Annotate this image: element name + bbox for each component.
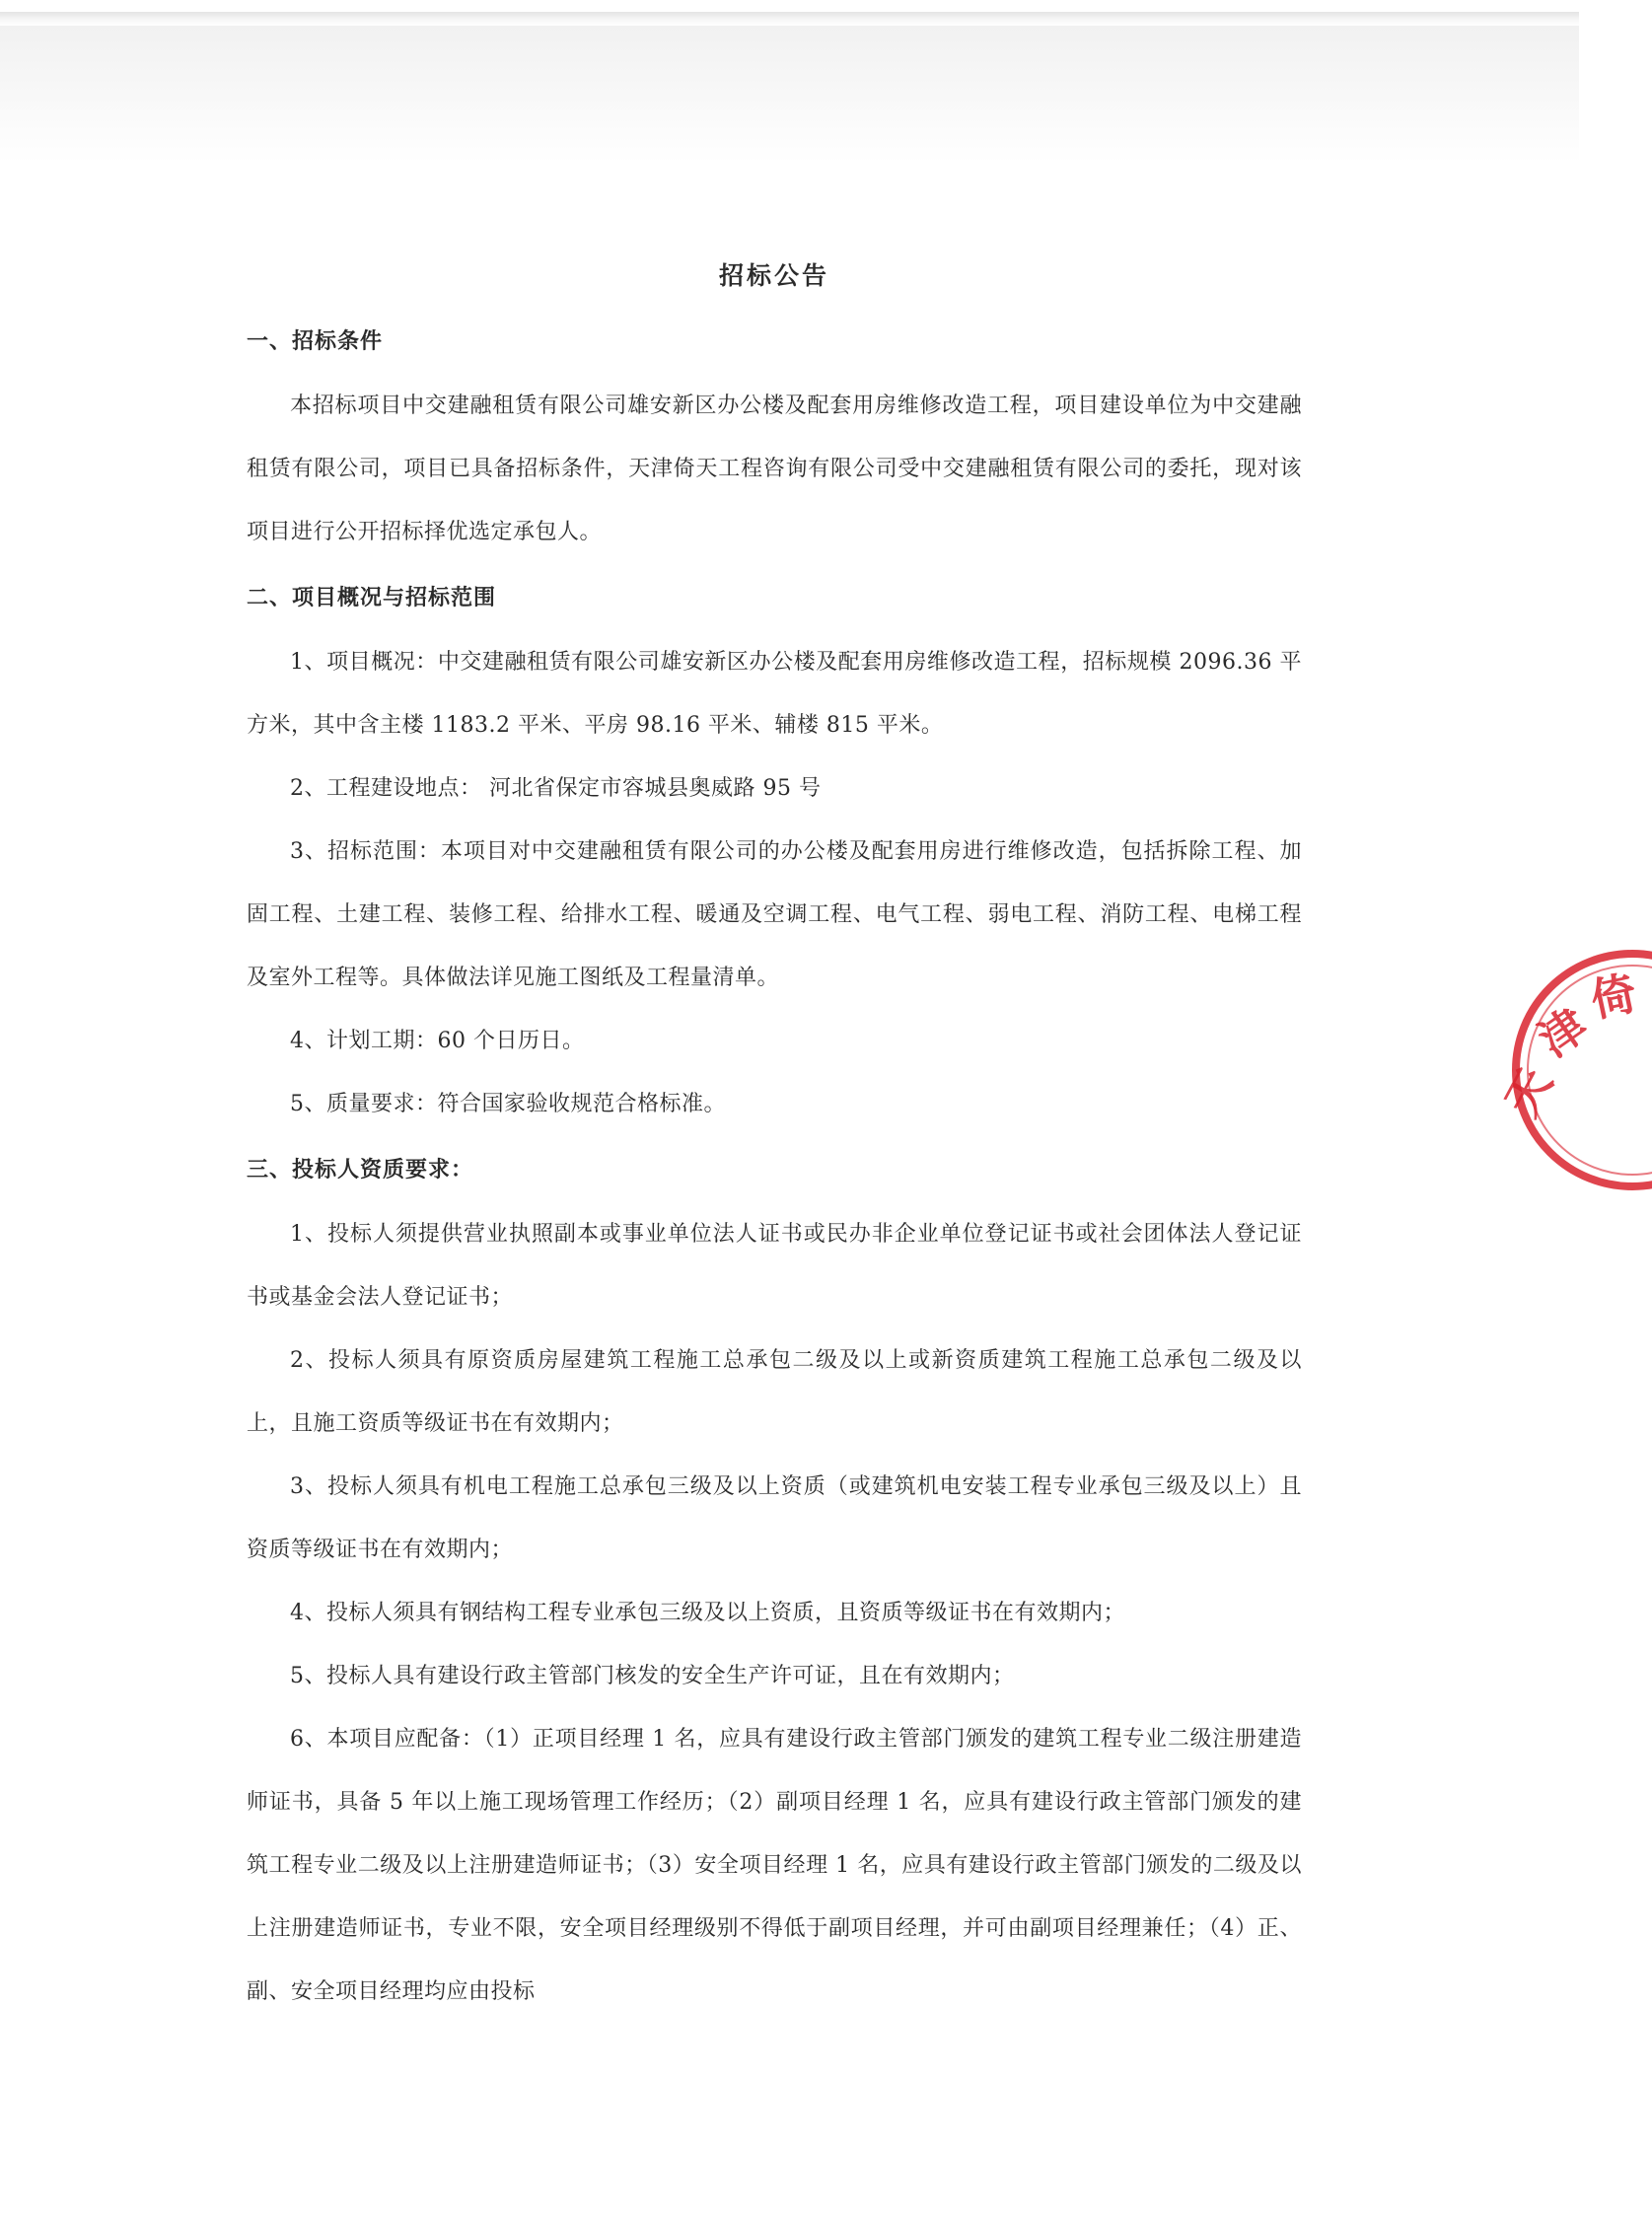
section-2-item-2: 2、工程建设地点： 河北省保定市容城县奥威路 95 号 [290, 776, 822, 801]
section-3-item-1: 1、投标人须提供营业执照副本或事业单位法人证书或民办非企业单位登记证书或社会团体法人登记证书或基金会法人登记证书； [247, 1222, 1302, 1310]
svg-text:倚: 倚 [1586, 966, 1642, 1028]
section-2-item-4: 4、计划工期：60 个日历日。 [290, 1029, 585, 1053]
svg-text:天: 天 [1494, 1059, 1563, 1125]
scan-shadow [0, 26, 1579, 164]
document-body [247, 256, 1302, 2024]
section-3-item-4: 4、投标人须具有钢结构工程专业承包三级及以上资质，且资质等级证书在有效期内； [290, 1601, 1125, 1625]
section-2-item-5: 5、质量要求：符合国家验收规范合格标准。 [290, 1092, 726, 1116]
document-title: 招标公告 [718, 261, 829, 290]
section-heading-3: 三、投标人资质要求： [247, 1157, 474, 1182]
section-2-item-1: 1、项目概况：中交建融租赁有限公司雄安新区办公楼及配套用房维修改造工程，招标规模 2096.36 平方米，其中含主楼 1183.2 平米、平房 98.16 平米、辅楼 815 平米。 [247, 650, 1302, 738]
svg-text:津: 津 [1529, 997, 1597, 1068]
section-3-item-3: 3、投标人须具有机电工程施工总承包三级及以上资质（或建筑机电安装工程专业承包三级及以上）且资质等级证书在有效期内； [247, 1474, 1302, 1562]
section-heading-2: 二、项目概况与招标范围 [247, 585, 497, 610]
scan-edge [0, 12, 1579, 26]
section-heading-1: 一、招标条件 [247, 328, 384, 354]
section-3-item-2: 2、投标人须具有原资质房屋建筑工程施工总承包二级及以上或新资质建筑工程施工总承包二级及以上，且施工资质等级证书在有效期内； [247, 1348, 1302, 1436]
section-3-item-6: 6、本项目应配备：（1）正项目经理 1 名，应具有建设行政主管部门颁发的建筑工程专业二级注册建造师证书，具备 5 年以上施工现场管理工作经历；（2）副项目经理 1 名，应具有建设行政主管部门颁发的建筑工程专业二级及以上注册建造师证书；（3）安全项目经理 1 名，应具有建设行政主管部门颁发的二级及以上注册建造师证书，专业不限，安全项目经理级别不得低于副项目经理，并可由副项目经理兼任；（4）正、副、安全项目经理均应由投标 [247, 1727, 1302, 2004]
section-2-item-3: 3、招标范围：本项目对中交建融租赁有限公司的办公楼及配套用房进行维修改造，包括拆除工程、加固工程、土建工程、装修工程、给排水工程、暖通及空调工程、电气工程、弱电工程、消防工程、电梯工程及室外工程等。具体做法详见施工图纸及工程量清单。 [247, 839, 1302, 990]
section-1-paragraph: 本招标项目中交建融租赁有限公司雄安新区办公楼及配套用房维修改造工程，项目建设单位为中交建融租赁有限公司，项目已具备招标条件，天津倚天工程咨询有限公司受中交建融租赁有限公司的委托，现对该项目进行公开招标择优选定承包人。 [247, 394, 1302, 544]
company-seal-stamp [1484, 942, 1652, 1198]
section-3-item-5: 5、投标人具有建设行政主管部门核发的安全生产许可证，且在有效期内； [290, 1664, 1015, 1688]
